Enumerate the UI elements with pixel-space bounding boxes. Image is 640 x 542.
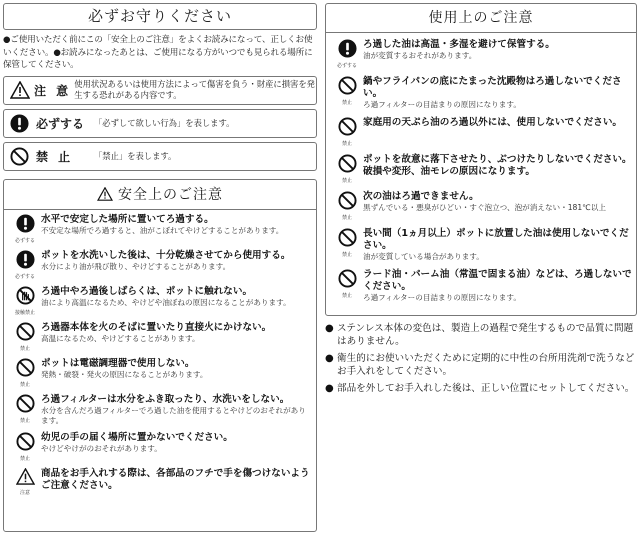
- legend-label: 必ずする: [36, 116, 85, 131]
- caution-icon-col: [331, 117, 363, 147]
- safety-list: [4, 210, 316, 496]
- caution-icon-col: [9, 432, 41, 462]
- legend-desc: 「必ずして欲しい行為」を表します。: [94, 117, 235, 128]
- caution-item: [331, 154, 632, 184]
- prohibition-icon: [16, 432, 35, 455]
- caution-icon-col: [9, 214, 41, 244]
- caution-icon-col: [9, 286, 41, 316]
- mandatory-icon: [10, 114, 32, 133]
- warning-icon: [97, 187, 113, 201]
- mandatory-icon: [338, 39, 357, 62]
- prohibition-icon: [338, 191, 357, 214]
- caution-main-text: ろ過フィルターは水分をふき取ったり、水洗いをしない。: [41, 393, 290, 405]
- prohibition-icon: [338, 154, 357, 177]
- caution-item: [9, 322, 312, 352]
- caution-main-text: ろ過した油は高温・多湿を避けて保管する。: [363, 39, 555, 50]
- caution-sub-text: 黒ずんでいる・悪臭がひどい・すぐ泡立つ、泡が消えない・181℃以上: [363, 203, 606, 212]
- caution-main-text: 鍋やフライパンの底にたまった沈殿物はろ過しないでください。: [363, 76, 622, 99]
- caution-main-text: 水平で安定した場所に置いてろ過する。: [41, 213, 214, 225]
- caution-item: [9, 394, 312, 426]
- caution-main-text: 次の油はろ過できません。: [363, 191, 479, 202]
- safety-header: [4, 180, 316, 210]
- caution-item: [9, 358, 312, 388]
- bullet-icon: ●: [325, 323, 334, 334]
- prohibition-icon: [16, 394, 35, 417]
- icon-caption: 禁止: [341, 100, 352, 106]
- icon-caption: 必ずする: [14, 273, 35, 280]
- notes-list: [325, 323, 637, 396]
- caution-icon-col: [331, 39, 363, 69]
- caution-sub-text: やけどやけがのおそれがあります。: [41, 443, 162, 453]
- caution-sub-text: 高温になるため、やけどすることがあります。: [41, 333, 200, 343]
- icon-caption: 禁止: [341, 178, 352, 184]
- bullet-icon: ●: [325, 383, 334, 394]
- prohibition-icon: [338, 228, 357, 251]
- note-item: ● 衛生的にお使いいただくために定期的に中性の台所用洗剤で洗うなどお手入れをしてください。: [325, 353, 635, 377]
- caution-item: [331, 117, 632, 147]
- icon-caption: 禁止: [341, 141, 352, 147]
- caution-icon-col: [331, 269, 363, 299]
- prohibition-icon: [10, 147, 32, 166]
- caution-sub-text: 油が変質するおそれがあります。: [363, 51, 477, 60]
- mandatory-icon: [16, 250, 35, 273]
- caution-sub-text: ろ過フィルターの目詰まりの原因になります。: [363, 100, 521, 109]
- usage-section: [325, 3, 637, 316]
- warning-icon: [16, 468, 35, 489]
- prohibition-icon: [338, 269, 357, 292]
- caution-main-text: 家庭用の天ぷら油のろ過以外には、使用しないでください。: [363, 117, 623, 128]
- caution-item: [331, 269, 632, 303]
- caution-item: [331, 76, 632, 110]
- caution-main-text: ラード油・パーム油（常温で固まる油）などは、ろ過しないでください。: [363, 269, 632, 292]
- warning-icon: [10, 81, 30, 99]
- bullet-icon: ●: [325, 353, 334, 364]
- caution-sub-text: 不安定な場所でろ過すると、油がこぼれてやけどすることがあります。: [41, 225, 284, 235]
- caution-item: [9, 214, 312, 244]
- caution-main-text: 商品をお手入れする際は、各部品のフチで手を傷つけないようご注意ください。: [41, 467, 310, 491]
- icon-caption: 禁止: [19, 417, 30, 424]
- icon-caption: 必ずする: [14, 237, 35, 244]
- caution-main-text: ポットは電磁調理器で使用しない。: [41, 357, 195, 369]
- icon-caption: 禁止: [341, 215, 352, 221]
- caution-main-text: ポットを故意に落下させたり、ぶつけたりしないでください。破損や変形、油モレの原因になります。: [363, 154, 632, 177]
- no-touch-icon: [16, 286, 35, 309]
- icon-caption: 禁止: [19, 455, 30, 462]
- caution-sub-text: 油により高温になるため、やけどや油ぼねの原因になることがあります。: [41, 297, 291, 307]
- caution-sub-text: ろ過フィルターの目詰まりの原因になります。: [363, 293, 521, 302]
- legend-prohibition: [3, 142, 317, 171]
- legend-desc: 使用状況あるいは使用方法によって傷害を負う・財産に損害を発生する恐れがある内容です。: [74, 79, 315, 100]
- caution-item: [9, 250, 312, 280]
- icon-caption: 注意: [19, 489, 30, 496]
- caution-main-text: ろ過器本体を火のそばに置いたり直接火にかけない。: [41, 321, 272, 333]
- caution-item: [9, 468, 312, 496]
- caution-sub-text: 水分を含んだろ過フィルターでろ過した油を使用するとやけどのおそれがあります。: [41, 405, 306, 425]
- caution-icon-col: [9, 468, 41, 496]
- icon-caption: 必ずする: [336, 63, 357, 69]
- icon-caption: 禁止: [19, 381, 30, 388]
- right-column: [325, 3, 637, 401]
- caution-icon-col: [331, 191, 363, 221]
- caution-main-text: ろ過中やろ過後しばらくは、ポットに触れない。: [41, 285, 253, 297]
- usage-list: [326, 33, 636, 303]
- prohibition-icon: [16, 322, 35, 345]
- caution-item: [9, 432, 312, 462]
- caution-item: [9, 286, 312, 316]
- caution-item: [331, 228, 632, 262]
- prohibition-icon: [16, 358, 35, 381]
- prohibition-icon: [338, 117, 357, 140]
- caution-sub-text: 発熱・破裂・発火の原因になることがあります。: [41, 369, 208, 379]
- usage-title: 使用上のご注意: [326, 4, 636, 33]
- caution-sub-text: 水分により油が飛び散り、やけどすることがあります。: [41, 261, 231, 271]
- main-title: 必ずお守りください: [3, 3, 317, 30]
- caution-icon-col: [331, 76, 363, 106]
- caution-icon-col: [9, 250, 41, 280]
- legend-mandatory: [3, 109, 317, 138]
- icon-caption: 接触禁止: [14, 309, 35, 316]
- legend-caution: [3, 76, 317, 105]
- caution-item: [331, 39, 632, 69]
- caution-icon-col: [331, 154, 363, 184]
- note-item: ● ステンレス本体の変色は、製造上の過程で発生するもので品質に問題はありません。: [325, 323, 634, 347]
- legend-label: 禁 止: [36, 149, 74, 164]
- icon-caption: 禁止: [19, 345, 30, 352]
- mandatory-icon: [16, 214, 35, 237]
- caution-item: [331, 191, 632, 221]
- safety-section: [3, 179, 317, 532]
- caution-main-text: ポットを水洗いした後は、十分乾燥させてから使用する。: [41, 249, 291, 261]
- icon-caption: 禁止: [341, 252, 352, 258]
- left-column: [3, 3, 317, 532]
- icon-caption: 禁止: [341, 293, 352, 299]
- caution-icon-col: [331, 228, 363, 258]
- caution-sub-text: 油が変質している場合があります。: [363, 252, 484, 261]
- caution-icon-col: [9, 322, 41, 352]
- legend-label: 注 意: [34, 83, 72, 98]
- safety-title: 安全上のご注意: [118, 187, 223, 203]
- intro-text: ●ご使用いただく前にこの「安全上のご注意」をよくお読みになって、正しくお使いください。●お読みになったあとは、ご使用になる方がいつでも見られる場所に保管してください。: [3, 35, 313, 70]
- caution-main-text: 幼児の手の届く場所に置かないでください。: [41, 431, 233, 443]
- note-item: ● 部品を外してお手入れした後は、正しい位置にセットしてください。: [325, 383, 635, 394]
- caution-icon-col: [9, 358, 41, 388]
- caution-main-text: 長い間（1ヵ月以上）ポットに放置した油は使用しないでください。: [363, 228, 629, 251]
- legend-desc: 「禁止」を表します。: [94, 150, 177, 161]
- caution-icon-col: [9, 394, 41, 424]
- prohibition-icon: [338, 76, 357, 99]
